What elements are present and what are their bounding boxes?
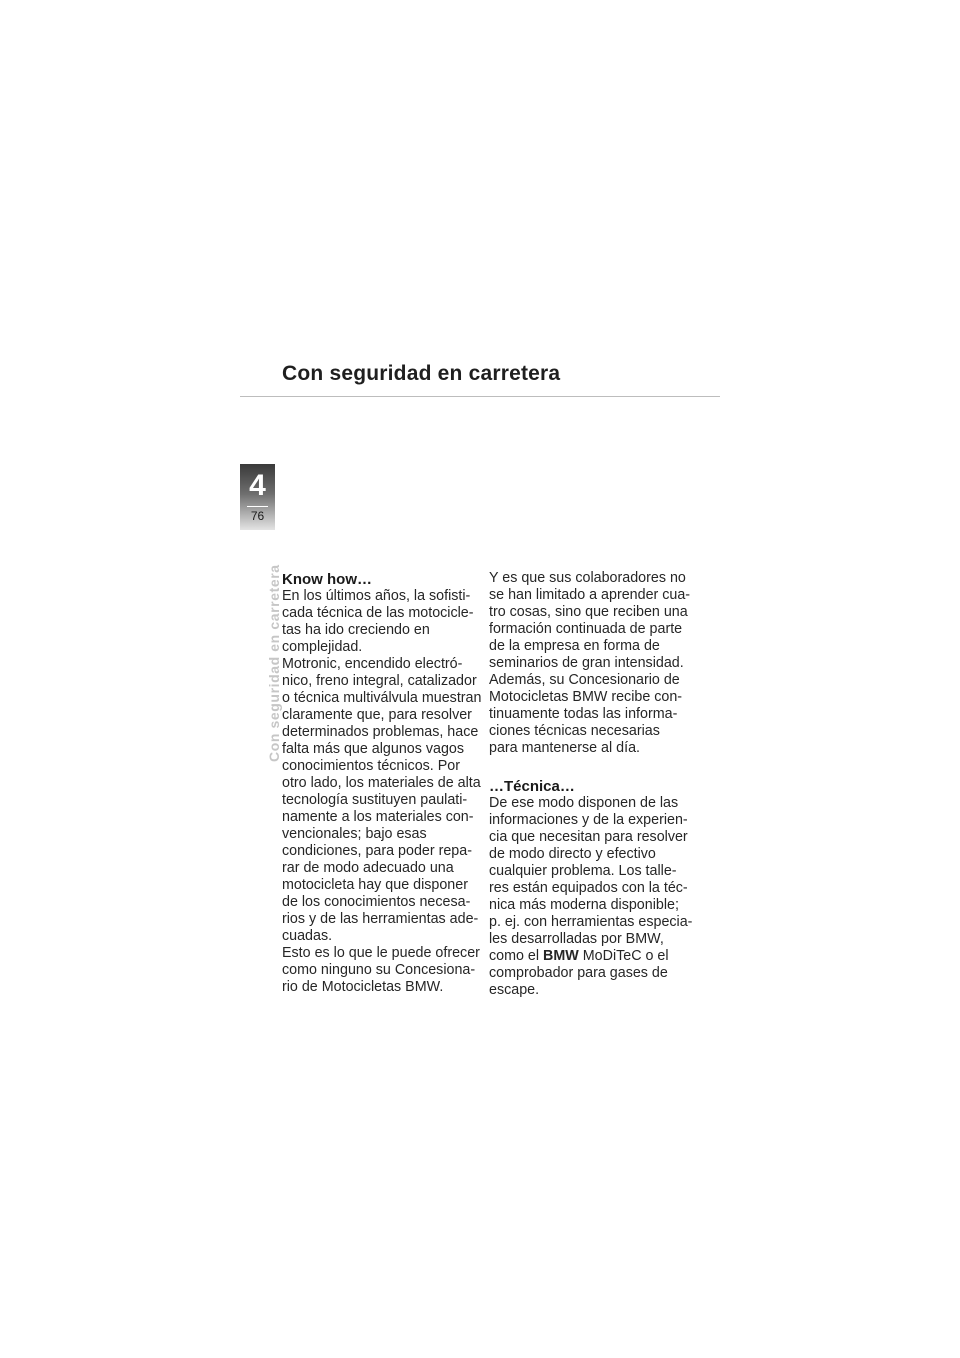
section-body-know-how — [282, 588, 482, 996]
text-line: cada técnica de las motocicle- — [282, 605, 474, 621]
text-line: falta más que algunos vagos — [282, 741, 465, 757]
text-line: comprobador para gases de — [489, 965, 668, 981]
section-heading-tecnica: …Técnica… — [489, 778, 575, 795]
text-line: tecnología sustituyen paulati- — [282, 792, 468, 808]
text-line: rar de modo adecuado una — [282, 860, 454, 876]
text-line: p. ej. con herramientas especia- — [489, 914, 693, 930]
text-line: ciones técnicas necesarias — [489, 723, 660, 739]
text-line: como el BMW MoDiTeC o el — [489, 948, 669, 964]
text-line: motocicleta hay que disponer — [282, 877, 468, 893]
text-line: de la empresa en forma de — [489, 638, 660, 654]
text-line: cualquier problema. Los talle- — [489, 863, 677, 879]
text-line: De ese modo disponen de las — [489, 795, 679, 811]
text-line: conocimientos técnicos. Por — [282, 758, 460, 774]
section-body-tecnica — [489, 795, 694, 948]
text-line: res están equipados con la téc- — [489, 880, 688, 896]
text-line: En los últimos años, la sofisti- — [282, 588, 471, 604]
chapter-divider — [247, 506, 268, 507]
text-line: determinados problemas, hace — [282, 724, 479, 740]
text-line: Esto es lo que le puede ofrecer — [282, 945, 480, 961]
text-line: les desarrolladas por BMW, — [489, 931, 664, 947]
text-line: Y es que sus colaboradores no — [489, 570, 686, 586]
page-number: 76 — [250, 509, 265, 523]
text-line: cuadas. — [282, 928, 333, 944]
text-column-right — [489, 570, 694, 999]
text-line: complejidad. — [282, 639, 363, 655]
text-line: tro cosas, sino que reciben una — [489, 604, 688, 620]
text-line: claramente que, para resolver — [282, 707, 472, 723]
text-line: nico, freno integral, catalizador — [282, 673, 477, 689]
brand-name: BMW — [543, 948, 579, 964]
chapter-number: 4 — [249, 469, 266, 502]
text-line: Motocicletas BMW recibe con- — [489, 689, 683, 705]
text-line: tinuamente todas las informa- — [489, 706, 678, 722]
text-line: escape. — [489, 982, 540, 998]
text-line: informaciones y de la experien- — [489, 812, 688, 828]
text-line: vencionales; bajo esas — [282, 826, 427, 842]
page-title: Con seguridad en carretera — [282, 362, 561, 385]
text-line: cia que necesitan para resolver — [489, 829, 688, 845]
text-line: condiciones, para poder repa- — [282, 843, 472, 859]
text-line: namente a los materiales con- — [282, 809, 474, 825]
text-line: rios y de las herramientas ade- — [282, 911, 479, 927]
text-line: Además, su Concesionario de — [489, 672, 680, 688]
text-line: Motronic, encendido electró- — [282, 656, 463, 672]
text-line: o técnica multiválvula muestran — [282, 690, 482, 706]
text-line: se han limitado a aprender cua- — [489, 587, 691, 603]
text-column-left — [282, 570, 482, 996]
text-line: de modo directo y efectivo — [489, 846, 656, 862]
text-line: formación continuada de parte — [489, 621, 683, 637]
text-line: seminarios de gran intensidad. — [489, 655, 684, 671]
text-line: rio de Motocicletas BMW. — [282, 979, 444, 995]
text-line: tas ha ido creciendo en — [282, 622, 430, 638]
text-line: como ninguno su Concesiona- — [282, 962, 476, 978]
sidebar-chapter-label: Con seguridad en carretera — [266, 564, 282, 762]
chapter-tab — [240, 464, 275, 530]
text-line: nica más moderna disponible; — [489, 897, 679, 913]
title-divider — [240, 396, 720, 397]
text-line: otro lado, los materiales de alta — [282, 775, 481, 791]
section-body-continued — [489, 570, 694, 757]
text-line: de los conocimientos necesa- — [282, 894, 471, 910]
section-heading-know-how: Know how… — [282, 571, 372, 588]
text-line: para mantenerse al día. — [489, 740, 641, 756]
section-body-tecnica-end — [489, 965, 694, 999]
